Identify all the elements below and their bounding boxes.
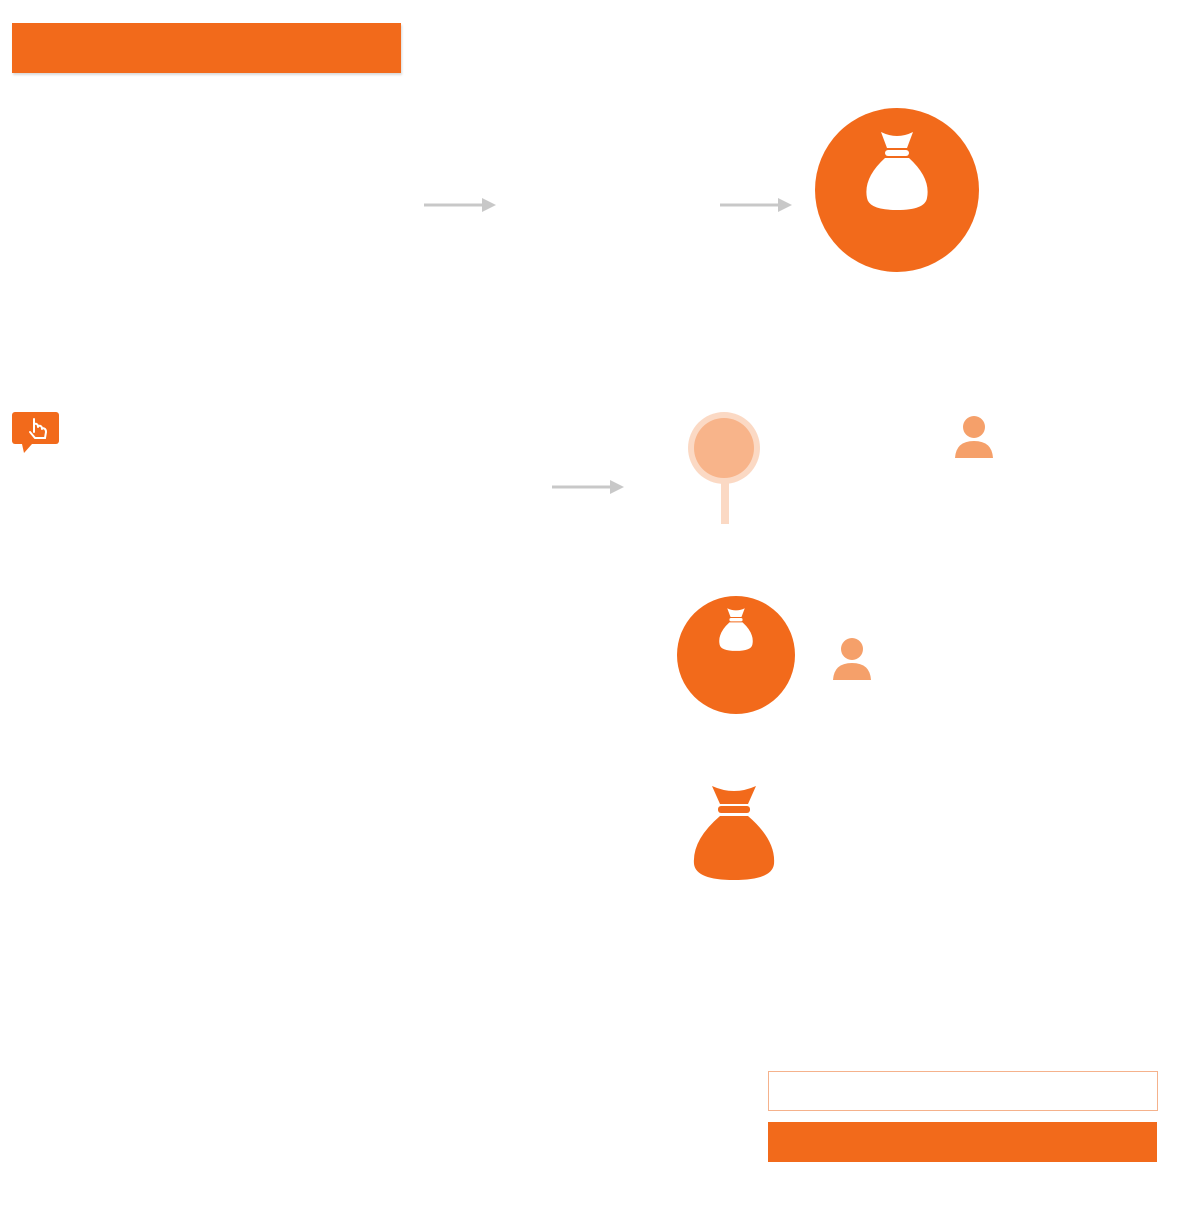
title-banner [12,23,401,73]
arrow-right-icon [424,195,498,215]
person-icon [953,414,995,460]
member-gets-box [768,1071,1158,1111]
arrow-right-icon [552,477,626,497]
arrow-right-icon [720,195,794,215]
pin-marker-icon [688,412,760,524]
effective-contribution-box [768,1122,1157,1162]
pointer-hand-icon [12,412,60,454]
pot-circle [815,108,979,272]
result-circle [677,596,795,714]
money-bag-icon [690,782,778,882]
person-icon [831,636,873,682]
money-bag-icon [859,128,935,212]
money-bag-icon [715,606,757,652]
